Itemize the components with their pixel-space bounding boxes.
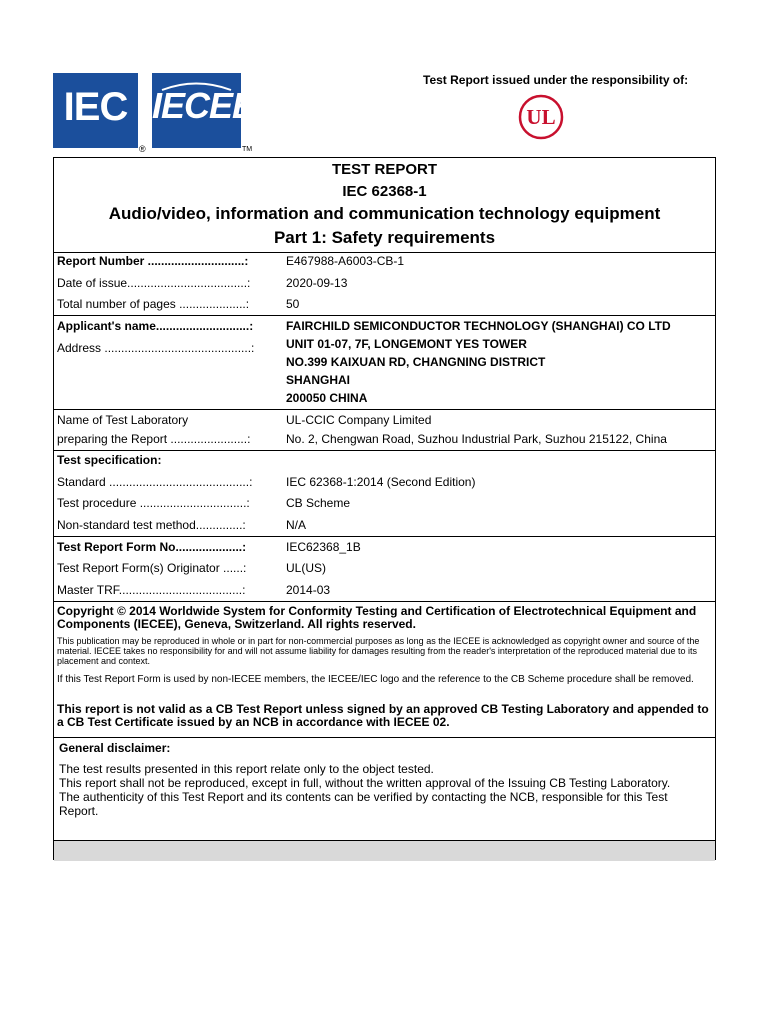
standard-value: IEC 62368-1:2014 (Second Edition): [286, 475, 476, 489]
applicant-value: FAIRCHILD SEMICONDUCTOR TECHNOLOGY (SHANGHAI) CO LTD: [286, 319, 671, 333]
general-disclaimer: [54, 737, 715, 841]
title-test-report: TEST REPORT: [331, 161, 437, 178]
iec-logo-text: IEC: [63, 85, 128, 129]
nonstandard-method-value: N/A: [286, 518, 307, 532]
form-originator-label: Test Report Form(s) Originator ......:: [57, 561, 247, 575]
trademark-mark: TM: [242, 146, 253, 153]
date-of-issue-label: Date of issue....................................:: [57, 276, 251, 290]
report-frame: [53, 157, 716, 860]
iecee-logo-text: IECEE: [152, 85, 256, 126]
address-label: Address ............................................:: [57, 341, 255, 355]
master-trf-label: Master TRF.....................................:: [57, 583, 246, 597]
address-line-1: UNIT 01-07, 7F, LONGEMONT YES TOWER: [286, 337, 527, 351]
ul-logo: [517, 93, 565, 141]
iecee-arc-icon: [160, 81, 233, 91]
ul-logo-icon: [517, 93, 565, 141]
address-line-3: SHANGHAI: [286, 373, 351, 387]
lab-address-value: No. 2, Chengwan Road, Suzhou Industrial Park, Suzhou 215122, China: [286, 432, 667, 446]
form-originator-value: UL(US): [286, 561, 327, 575]
divider: [54, 409, 715, 410]
divider: [54, 601, 715, 602]
standard-label: Standard ..........................................:: [57, 475, 253, 489]
validity-notice: This report is not valid as a CB Test Report unless signed by an approved CB Testing Laboratory and appended to a CB Test Certificate issued by an NCB in accordance with IECEE 02.: [57, 702, 709, 729]
form-number-label: Test Report Form No....................:: [57, 540, 247, 554]
total-pages-value: 50: [286, 297, 300, 311]
ul-logo-letters: UL: [526, 105, 556, 129]
address-line-2: NO.399 KAIXUAN RD, CHANGNING DISTRICT: [286, 355, 546, 369]
disclaimer-line-3: The authenticity of this Test Report and its contents can be verified by contacting the NCB, responsible for this Test Report.: [59, 790, 668, 818]
non-member-notice: If this Test Report Form is used by non-IECEE members, the IECEE/IEC logo and the reference to the CB Scheme procedure shall be removed.: [57, 674, 694, 685]
report-number-label: Report Number .............................:: [57, 254, 249, 268]
responsibility-note: Test Report issued under the responsibility of:: [423, 73, 689, 87]
disclaimer-line-2: This report shall not be reproduced, except in full, without the written approval of the Issuing CB Testing Laboratory.: [59, 776, 671, 790]
address-line-4: 200050 CHINA: [286, 391, 368, 405]
copyright-notice: Copyright © 2014 Worldwide System for Conformity Testing and Certification of Electrotechnical Equipment and Components (IECEE), Geneva, Switzerland. All rights reserved.: [57, 604, 697, 631]
title-part: Part 1: Safety requirements: [273, 228, 496, 247]
lab-name-value: UL-CCIC Company Limited: [286, 413, 432, 427]
disclaimer-title: General disclaimer:: [59, 741, 171, 755]
disclaimer-text: [59, 762, 709, 818]
iecee-logo: [152, 73, 256, 148]
registered-mark: ®: [139, 144, 146, 154]
test-procedure-label: Test procedure ................................:: [57, 496, 250, 510]
footer-band: [54, 840, 715, 861]
lab-preparing-label: preparing the Report .......................:: [57, 432, 251, 446]
divider: [54, 450, 715, 451]
title-equipment: Audio/video, information and communication technology equipment: [108, 204, 661, 223]
applicant-label: Applicant's name............................:: [57, 319, 254, 333]
master-trf-value: 2014-03: [286, 583, 331, 597]
iec-logo: [53, 73, 138, 148]
report-number-value: E467988-A6003-CB-1: [286, 254, 405, 268]
form-number-value: IEC62368_1B: [286, 540, 361, 554]
divider: [54, 536, 715, 537]
lab-name-label: Name of Test Laboratory: [57, 413, 189, 427]
divider: [54, 315, 715, 316]
date-of-issue-value: 2020-09-13: [286, 276, 348, 290]
test-procedure-value: CB Scheme: [286, 496, 351, 510]
publication-notice: This publication may be reproduced in whole or in part for non-commercial purposes as long as the IECEE is acknowledged as copyright owner and source of the material. IECEE takes no responsibility for and will not assume liability for damages resulting from the reader's interpretation of the reproduced material due to its placement and context.: [57, 636, 700, 666]
title-standard: IEC 62368-1: [342, 183, 427, 200]
test-spec-label: Test specification:: [57, 453, 162, 467]
disclaimer-line-1: The test results presented in this report relate only to the object tested.: [59, 762, 434, 776]
title-block: [54, 158, 715, 253]
nonstandard-method-label: Non-standard test method..............:: [57, 518, 246, 532]
total-pages-label: Total number of pages ....................:: [57, 297, 250, 311]
